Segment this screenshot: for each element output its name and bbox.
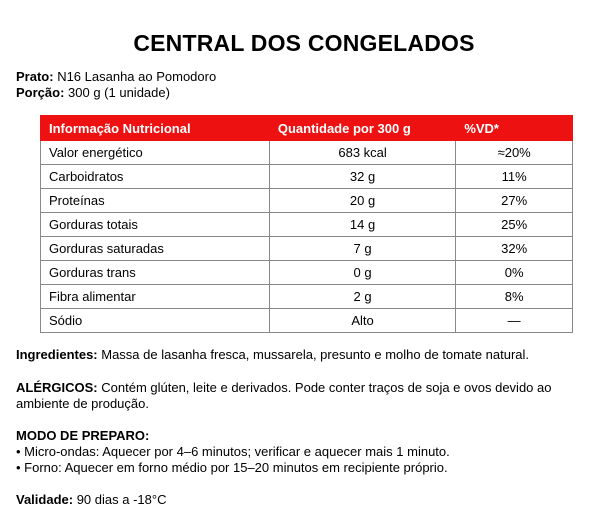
header-quantity: Quantidade por 300 g	[269, 116, 455, 141]
nutrient-qty: 683 kcal	[269, 141, 455, 165]
nutrient-name: Carboidratos	[41, 165, 270, 189]
nutrient-vd: 32%	[456, 237, 573, 261]
nutrient-vd: 25%	[456, 213, 573, 237]
table-row	[41, 237, 573, 261]
nutrient-qty: 14 g	[269, 213, 455, 237]
preparation-section	[16, 428, 596, 476]
nutrient-qty: 2 g	[269, 285, 455, 309]
validity-text: 90 dias a -18°C	[76, 492, 167, 507]
table-row	[41, 141, 573, 165]
nutrient-vd: ≈20%	[456, 141, 573, 165]
nutrient-vd: 0%	[456, 261, 573, 285]
allergens-text: Contém glúten, leite e derivados. Pode conter traços de soja e ovos devido ao ambiente de produção.	[16, 380, 552, 411]
nutrient-vd: 8%	[456, 285, 573, 309]
nutrient-qty: 0 g	[269, 261, 455, 285]
nutrient-name: Gorduras trans	[41, 261, 270, 285]
allergens-label: ALÉRGICOS:	[16, 380, 98, 395]
nutrient-qty: 20 g	[269, 189, 455, 213]
header-nutrient: Informação Nutricional	[41, 116, 270, 141]
preparation-item-microwave: • Micro-ondas: Aquecer por 4–6 minutos; verificar e aquecer mais 1 minuto.	[16, 444, 450, 459]
portion-line	[16, 85, 170, 101]
nutrient-vd: 27%	[456, 189, 573, 213]
table-row	[41, 165, 573, 189]
portion-value: 300 g (1 unidade)	[68, 85, 170, 100]
nutrient-name: Gorduras totais	[41, 213, 270, 237]
nutrient-name: Fibra alimentar	[41, 285, 270, 309]
dish-line	[16, 69, 216, 85]
table-row	[41, 189, 573, 213]
portion-label: Porção:	[16, 85, 65, 100]
nutrient-vd: 11%	[456, 165, 573, 189]
dish-value: N16 Lasanha ao Pomodoro	[57, 69, 217, 84]
nutrient-name: Valor energético	[41, 141, 270, 165]
table-row	[41, 285, 573, 309]
nutrient-name: Proteínas	[41, 189, 270, 213]
preparation-item-oven: • Forno: Aquecer em forno médio por 15–20 minutos em recipiente próprio.	[16, 460, 448, 475]
table-header-row	[41, 116, 573, 141]
dish-label: Prato:	[16, 69, 54, 84]
table-row	[41, 213, 573, 237]
nutrient-qty: 7 g	[269, 237, 455, 261]
ingredients-label: Ingredientes:	[16, 347, 98, 362]
nutrient-vd: —	[456, 309, 573, 333]
header-vd: %VD*	[456, 116, 573, 141]
ingredients-text: Massa de lasanha fresca, mussarela, presunto e molho de tomate natural.	[101, 347, 530, 362]
nutrient-name: Sódio	[41, 309, 270, 333]
table-row	[41, 309, 573, 333]
nutrient-qty: 32 g	[269, 165, 455, 189]
table-row	[41, 261, 573, 285]
nutrient-name: Gorduras saturadas	[41, 237, 270, 261]
preparation-label: MODO DE PREPARO:	[16, 428, 150, 443]
validity-label: Validade:	[16, 492, 74, 507]
nutrient-qty: Alto	[269, 309, 455, 333]
nutrition-table	[40, 115, 573, 333]
allergens-section	[16, 380, 591, 412]
ingredients-section	[16, 347, 596, 363]
page-title: CENTRAL DOS CONGELADOS	[133, 30, 475, 56]
validity-section	[16, 492, 596, 508]
